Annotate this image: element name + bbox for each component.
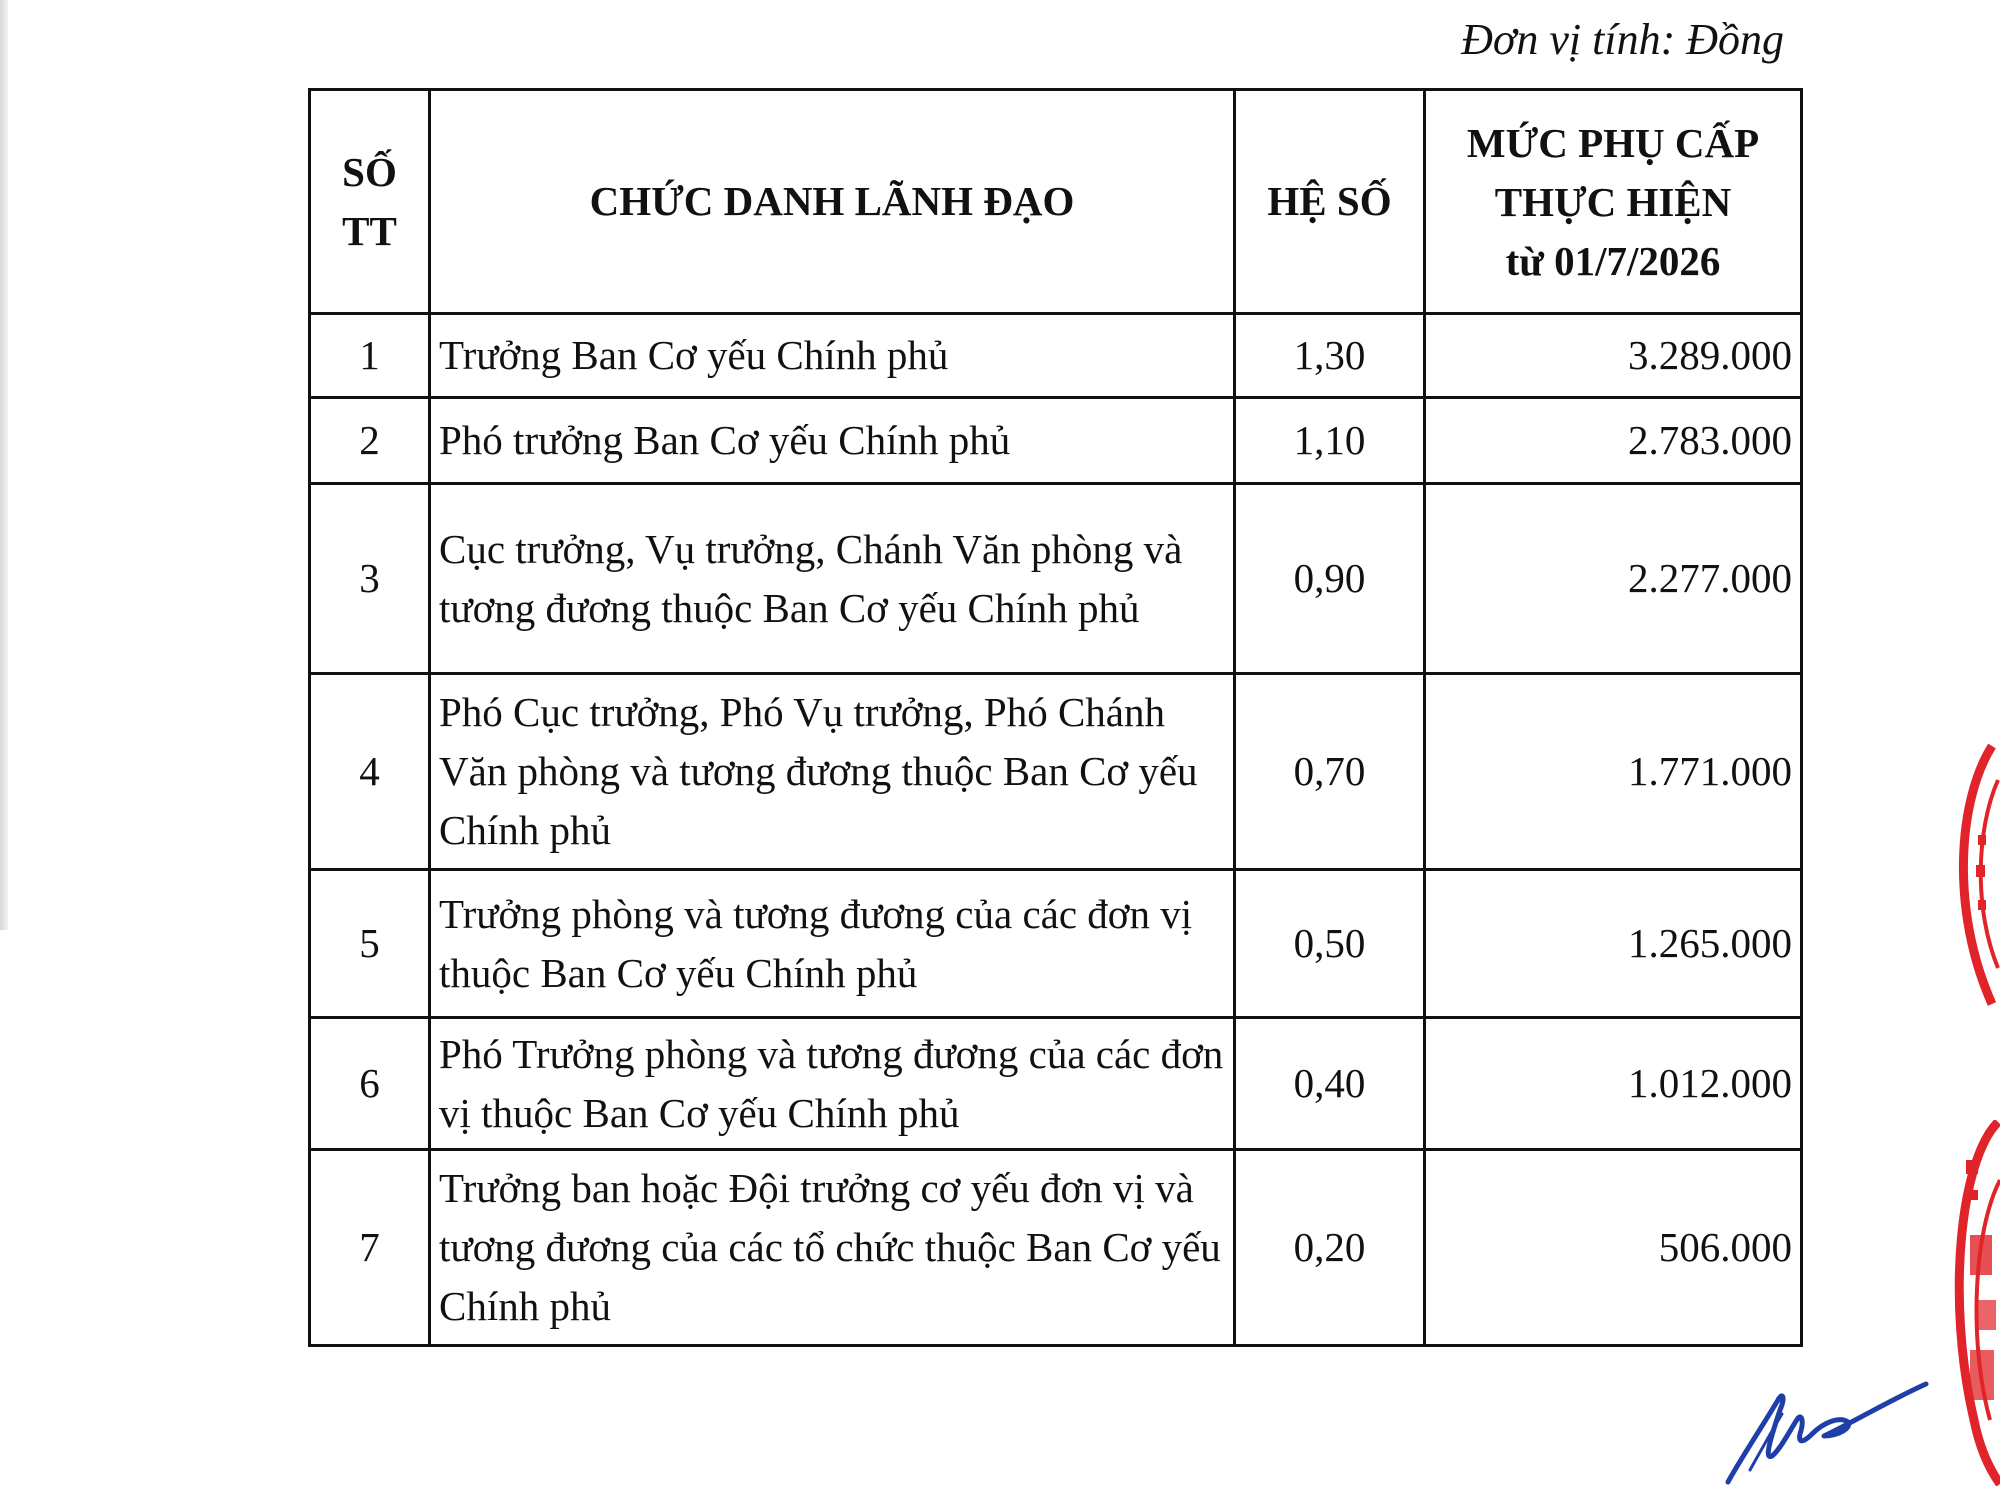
seal-stamp-top [1940,740,2000,1010]
seal-mark [1978,835,1986,845]
cell-amount: 1.771.000 [1425,674,1802,870]
table-row [310,314,1802,398]
header-coef: HỆ SỐ [1235,90,1425,314]
cell-coef: 0,20 [1235,1150,1425,1346]
header-stt [310,90,430,314]
cell-amount: 3.289.000 [1425,314,1802,398]
handwritten-signature [1720,1370,1930,1486]
cell-stt: 2 [310,398,430,484]
table-row [310,1150,1802,1346]
table-row [310,484,1802,674]
table-row [310,674,1802,870]
allowance-table [308,88,1803,1347]
table-row [310,398,1802,484]
cell-title: Phó Cục trưởng, Phó Vụ trưởng, Phó Chánh Văn phòng và tương đương thuộc Ban Cơ yếu Chính phủ [430,674,1235,870]
cell-title: Trưởng phòng và tương đương của các đơn vị thuộc Ban Cơ yếu Chính phủ [430,870,1235,1018]
cell-stt: 4 [310,674,430,870]
header-amount-line-3: từ 01/7/2026 [1505,237,1721,284]
cell-coef: 0,50 [1235,870,1425,1018]
seal-mark [1976,865,1985,877]
cell-title: Phó Trưởng phòng và tương đương của các đơn vị thuộc Ban Cơ yếu Chính phủ [430,1018,1235,1150]
scan-left-edge [0,0,8,930]
table-row [310,870,1802,1018]
cell-title: Phó trưởng Ban Cơ yếu Chính phủ [430,398,1235,484]
seal-mark [1978,900,1986,910]
seal-mark [1970,1350,1994,1400]
seal-stamp-bottom [1940,1120,2000,1486]
cell-stt: 6 [310,1018,430,1150]
cell-stt: 1 [310,314,430,398]
header-title: CHỨC DANH LÃNH ĐẠO [430,90,1235,314]
cell-title: Trưởng ban hoặc Đội trưởng cơ yếu đơn vị và tương đương của các tổ chức thuộc Ban Cơ yếu Chính phủ [430,1150,1235,1346]
cell-stt: 3 [310,484,430,674]
signature-stroke [1728,1384,1926,1482]
cell-amount: 2.277.000 [1425,484,1802,674]
seal-mark [1966,1160,1978,1174]
unit-label: Đơn vị tính: Đồng [1461,15,1784,64]
header-stt-line-1: SỐ [342,148,397,195]
seal-mark [1970,1235,1992,1275]
cell-stt: 7 [310,1150,430,1346]
header-amount [1425,90,1802,314]
cell-coef: 0,70 [1235,674,1425,870]
header-amount-line-2: THỰC HIỆN [1494,178,1732,225]
seal-mark [1964,1190,1978,1200]
header-stt-line-2: TT [342,207,397,254]
cell-amount: 506.000 [1425,1150,1802,1346]
table-header-row [310,90,1802,314]
cell-coef: 1,10 [1235,398,1425,484]
seal-mark [1976,1300,1996,1330]
cell-amount: 2.783.000 [1425,398,1802,484]
cell-title: Trưởng Ban Cơ yếu Chính phủ [430,314,1235,398]
header-amount-line-1: MỨC PHỤ CẤP [1466,119,1760,166]
table-row [310,1018,1802,1150]
cell-coef: 1,30 [1235,314,1425,398]
cell-title: Cục trưởng, Vụ trưởng, Chánh Văn phòng và tương đương thuộc Ban Cơ yếu Chính phủ [430,484,1235,674]
cell-stt: 5 [310,870,430,1018]
cell-amount: 1.265.000 [1425,870,1802,1018]
cell-coef: 0,90 [1235,484,1425,674]
cell-coef: 0,40 [1235,1018,1425,1150]
cell-amount: 1.012.000 [1425,1018,1802,1150]
